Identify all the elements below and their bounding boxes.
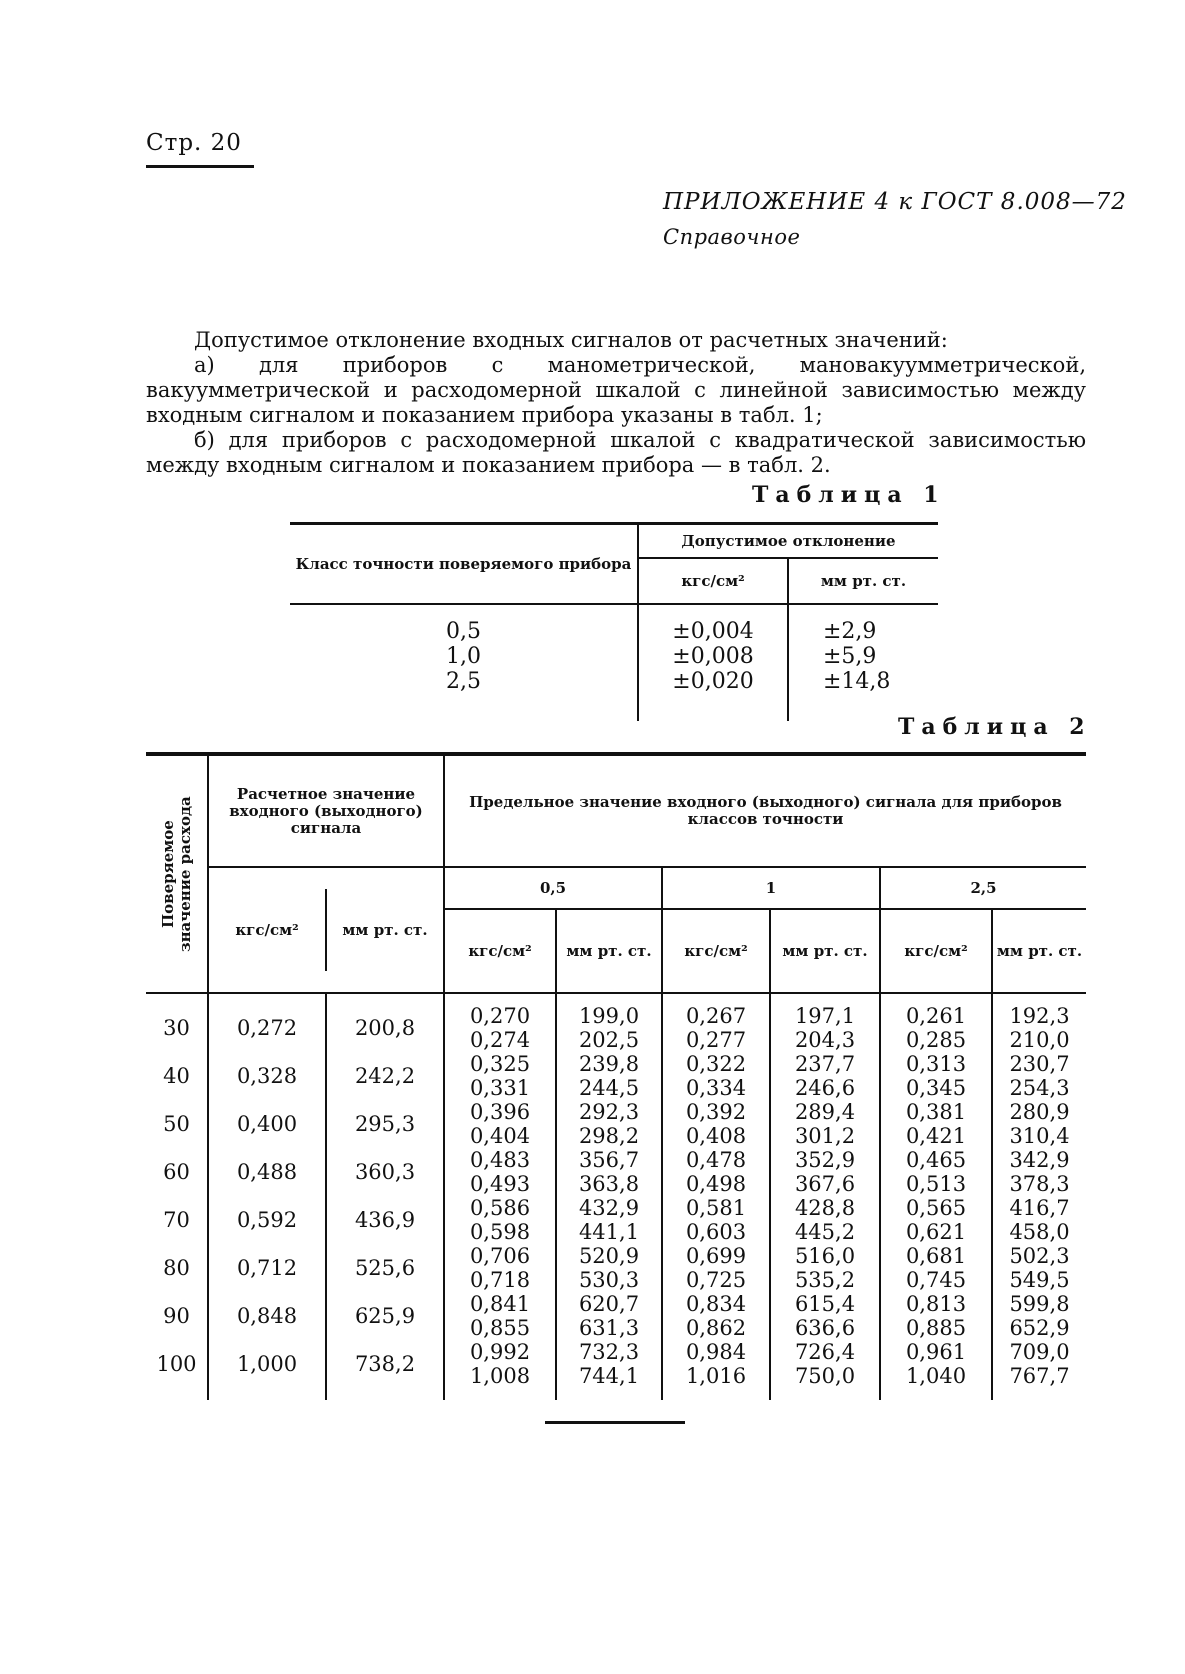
table2-cell: 625,9 — [354, 1304, 416, 1328]
table2-cell: 230,7 — [1009, 1052, 1070, 1076]
table2-cell: 0,961 — [905, 1340, 967, 1364]
table2-c25-kgf-column — [880, 993, 992, 1400]
table2-cell: 738,2 — [354, 1352, 416, 1376]
table2-cell: 0,718 — [469, 1268, 531, 1292]
table1-cell: ±0,020 — [672, 669, 754, 694]
appendix-kind: Справочное — [663, 225, 801, 249]
table2-cell: 620,7 — [578, 1292, 640, 1316]
table2-cell: 30 — [163, 1016, 190, 1040]
table2-cell: 0,984 — [685, 1340, 747, 1364]
table2-cell: 0,334 — [685, 1076, 747, 1100]
table2-cell: 237,7 — [794, 1052, 856, 1076]
table2-cell: 367,6 — [794, 1172, 856, 1196]
table1-class-column — [290, 604, 638, 721]
table2-cell: 0,408 — [685, 1124, 747, 1148]
table1-cell: 2,5 — [446, 669, 481, 694]
table1 — [290, 522, 938, 721]
table2-cell: 652,9 — [1009, 1316, 1070, 1340]
table2-cell: 432,9 — [578, 1196, 640, 1220]
table2-cell: 0,322 — [685, 1052, 747, 1076]
table2-cell: 0,392 — [685, 1100, 747, 1124]
table2-cell: 726,4 — [794, 1340, 856, 1364]
table2-cell: 0,421 — [905, 1124, 967, 1148]
table2-cell: 0,745 — [905, 1268, 967, 1292]
table2-cell: 0,261 — [905, 1004, 967, 1028]
table2-cell: 0,841 — [469, 1292, 531, 1316]
table2-caption: Таблица 2 — [898, 714, 1092, 740]
table2-cell: 0,465 — [905, 1148, 967, 1172]
table2-cell: 0,285 — [905, 1028, 967, 1052]
table2 — [146, 752, 1086, 1400]
table2-cell: 0,862 — [685, 1316, 747, 1340]
table2-c25-mm-column — [992, 993, 1086, 1400]
table1-cell: 0,5 — [446, 619, 481, 644]
table2-cell: 709,0 — [1009, 1340, 1070, 1364]
table2-cell: 0,272 — [236, 1016, 298, 1040]
table2-cell: 520,9 — [578, 1244, 640, 1268]
table2-cell: 615,4 — [794, 1292, 856, 1316]
table2-cell: 298,2 — [578, 1124, 640, 1148]
table2-cell: 0,603 — [685, 1220, 747, 1244]
table2-cell: 310,4 — [1009, 1124, 1070, 1148]
table2-cell: 363,8 — [578, 1172, 640, 1196]
table1-header-kgf: кгс/см² — [638, 558, 788, 604]
table2-cell: 0,498 — [685, 1172, 747, 1196]
table1-cell: ±5,9 — [823, 644, 877, 669]
table2-cell: 1,016 — [685, 1364, 747, 1388]
table2-cell: 242,2 — [354, 1064, 416, 1088]
table2-cell: 0,331 — [469, 1076, 531, 1100]
table2-cell: 458,0 — [1009, 1220, 1070, 1244]
table2-cell: 342,9 — [1009, 1148, 1070, 1172]
table2-cell: 767,7 — [1009, 1364, 1070, 1388]
table2-cell: 0,325 — [469, 1052, 531, 1076]
table2-cell: 0,885 — [905, 1316, 967, 1340]
table2-header-c05-mm: мм рт. ст. — [556, 909, 662, 993]
table2-cell: 60 — [163, 1160, 190, 1184]
table1-mm-column — [788, 604, 938, 721]
table2-c1-mm-column — [770, 993, 880, 1400]
table2-c05-mm-column — [556, 993, 662, 1400]
table2-cell: 0,834 — [685, 1292, 747, 1316]
table2-cell: 416,7 — [1009, 1196, 1070, 1220]
table1-cell: ±14,8 — [823, 669, 891, 694]
table2-cell: 0,513 — [905, 1172, 967, 1196]
table2-header-flow-cell — [146, 754, 208, 993]
table2-cell: 599,8 — [1009, 1292, 1070, 1316]
table2-cell: 530,3 — [578, 1268, 640, 1292]
intro-text — [146, 328, 1086, 478]
table2-c1-kgf-column — [662, 993, 770, 1400]
intro-item-a: а) для приборов с манометрической, мановакуумметрической, вакуумметрической и расходомерной шкалой с линейной зависимостью между входным сигналом и показанием прибора указаны в табл. 1; — [146, 353, 1086, 427]
table2-cell: 445,2 — [794, 1220, 856, 1244]
table2-cell: 280,9 — [1009, 1100, 1070, 1124]
end-rule — [545, 1421, 685, 1424]
table2-c05-kgf-column — [444, 993, 556, 1400]
table2-header-c25-kgf: кгс/см² — [880, 909, 992, 993]
table2-header-flow: Поверяемое значение расхода — [158, 796, 194, 952]
table2-cell: 70 — [163, 1208, 190, 1232]
table2-cell: 0,565 — [905, 1196, 967, 1220]
table1-kgf-column — [638, 604, 788, 721]
table2-cell: 0,270 — [469, 1004, 531, 1028]
table2-cell: 0,483 — [469, 1148, 531, 1172]
table1-cell: ±0,004 — [672, 619, 754, 644]
table2-cell: 1,008 — [469, 1364, 531, 1388]
table2-cell: 525,6 — [354, 1256, 416, 1280]
table2-cell: 200,8 — [354, 1016, 416, 1040]
table2-cell: 549,5 — [1009, 1268, 1070, 1292]
table2-cell: 0,381 — [905, 1100, 967, 1124]
table2-cell: 0,404 — [469, 1124, 531, 1148]
table2-cell: 0,396 — [469, 1100, 531, 1124]
table2-cell: 301,2 — [794, 1124, 856, 1148]
table2-cell: 50 — [163, 1112, 190, 1136]
table2-header-c05-kgf: кгс/см² — [444, 909, 556, 993]
table2-cell: 192,3 — [1009, 1004, 1070, 1028]
table2-header-class-0-5: 0,5 — [444, 867, 662, 909]
table2-cell: 40 — [163, 1064, 190, 1088]
table2-header-c1-kgf: кгс/см² — [662, 909, 770, 993]
table2-cell: 352,9 — [794, 1148, 856, 1172]
table2-cell: 100 — [156, 1352, 197, 1376]
table2-cell: 202,5 — [578, 1028, 640, 1052]
table2-cell: 0,621 — [905, 1220, 967, 1244]
table2-header-calc-units — [208, 867, 444, 993]
table2-header-limit: Предельное значение входного (выходного) сигнала для приборов классов точности — [444, 754, 1086, 867]
table2-cell: 750,0 — [794, 1364, 856, 1388]
table1-caption: Таблица 1 — [752, 482, 946, 508]
table2-cell: 535,2 — [794, 1268, 856, 1292]
table1-header-class: Класс точности поверяемого прибора — [290, 524, 638, 605]
table2-cell: 210,0 — [1009, 1028, 1070, 1052]
table2-cell: 0,592 — [236, 1208, 298, 1232]
table2-cell: 0,681 — [905, 1244, 967, 1268]
table2-header-class-1: 1 — [662, 867, 880, 909]
page-number-rule — [146, 165, 254, 168]
table1-cell: ±2,9 — [823, 619, 877, 644]
table2-cell: 0,400 — [236, 1112, 298, 1136]
table2-cell: 254,3 — [1009, 1076, 1070, 1100]
table2-cell: 0,848 — [236, 1304, 298, 1328]
intro-item-b: б) для приборов с расходомерной шкалой с квадратической зависимостью между входным сигналом и показанием прибора — в табл. 2. — [146, 428, 1086, 477]
table2-cell: 516,0 — [794, 1244, 856, 1268]
table2-cell: 292,3 — [578, 1100, 640, 1124]
table2-header-c25-mm: мм рт. ст. — [992, 909, 1086, 993]
page-number: Стр. 20 — [146, 130, 242, 156]
table2-cell: 295,3 — [354, 1112, 416, 1136]
table2-header-c1-mm: мм рт. ст. — [770, 909, 880, 993]
table2-cell: 244,5 — [578, 1076, 640, 1100]
table2-cell: 80 — [163, 1256, 190, 1280]
table2-cell: 436,9 — [354, 1208, 416, 1232]
table2-cell: 0,328 — [236, 1064, 298, 1088]
appendix-title: ПРИЛОЖЕНИЕ 4 к ГОСТ 8.008—72 — [663, 189, 1127, 215]
table2-cell: 0,313 — [905, 1052, 967, 1076]
table2-cell: 0,345 — [905, 1076, 967, 1100]
table2-cell: 0,478 — [685, 1148, 747, 1172]
table2-cell: 428,8 — [794, 1196, 856, 1220]
table2-cell: 246,6 — [794, 1076, 856, 1100]
table2-cell: 732,3 — [578, 1340, 640, 1364]
table2-cell: 0,277 — [685, 1028, 747, 1052]
table2-cell: 0,598 — [469, 1220, 531, 1244]
table2-cell: 289,4 — [794, 1100, 856, 1124]
table2-header-calc: Расчетное значение входного (выходного) сигнала — [208, 754, 444, 867]
table2-calc-mm-column — [326, 993, 444, 1400]
table2-cell: 0,586 — [469, 1196, 531, 1220]
table2-cell: 378,3 — [1009, 1172, 1070, 1196]
table2-cell: 90 — [163, 1304, 190, 1328]
table2-cell: 199,0 — [578, 1004, 640, 1028]
table2-cell: 0,581 — [685, 1196, 747, 1220]
intro-paragraph: Допустимое отклонение входных сигналов от расчетных значений: — [194, 328, 948, 352]
table1-header-mm: мм рт. ст. — [788, 558, 938, 604]
table2-cell: 636,6 — [794, 1316, 856, 1340]
table2-cell: 1,040 — [905, 1364, 967, 1388]
table2-cell: 0,813 — [905, 1292, 967, 1316]
table2-cell: 0,493 — [469, 1172, 531, 1196]
table2-cell: 356,7 — [578, 1148, 640, 1172]
table2-cell: 360,3 — [354, 1160, 416, 1184]
table2-cell: 744,1 — [578, 1364, 640, 1388]
table2-calc-kgf-column — [208, 993, 326, 1400]
table2-cell: 204,3 — [794, 1028, 856, 1052]
table2-cell: 1,000 — [236, 1352, 298, 1376]
table1-cell: ±0,008 — [672, 644, 754, 669]
table2-cell: 0,725 — [685, 1268, 747, 1292]
table2-cell: 0,267 — [685, 1004, 747, 1028]
table2-cell: 0,706 — [469, 1244, 531, 1268]
table2-header-calc-mm: мм рт. ст. — [342, 920, 428, 939]
table2-header-calc-kgf: кгс/см² — [209, 889, 326, 971]
table2-cell: 0,855 — [469, 1316, 531, 1340]
table2-cell: 0,488 — [236, 1160, 298, 1184]
table1-cell: 1,0 — [446, 644, 481, 669]
table2-cell: 0,274 — [469, 1028, 531, 1052]
table2-cell: 239,8 — [578, 1052, 640, 1076]
table2-cell: 0,712 — [236, 1256, 298, 1280]
table2-flow-column — [146, 993, 208, 1400]
table2-header-class-2-5: 2,5 — [880, 867, 1086, 909]
table1-header-deviation: Допустимое отклонение — [638, 524, 938, 559]
table2-cell: 441,1 — [578, 1220, 640, 1244]
table2-cell: 631,3 — [578, 1316, 640, 1340]
table2-cell: 502,3 — [1009, 1244, 1070, 1268]
table2-cell: 197,1 — [794, 1004, 856, 1028]
table2-cell: 0,992 — [469, 1340, 531, 1364]
table2-cell: 0,699 — [685, 1244, 747, 1268]
